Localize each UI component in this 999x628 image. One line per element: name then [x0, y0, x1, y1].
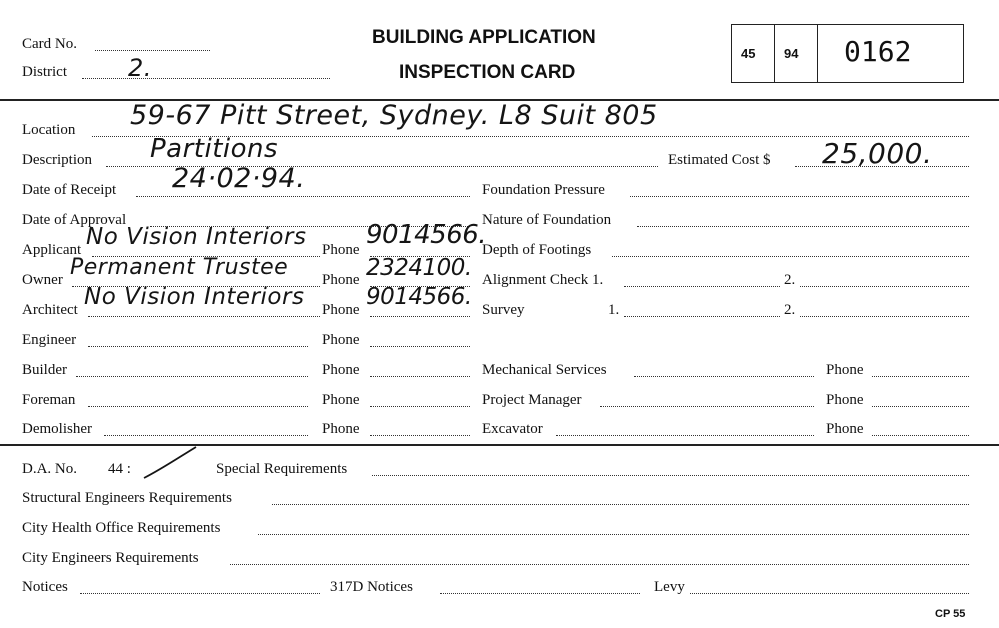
- title-line2: INSPECTION CARD: [399, 62, 576, 83]
- da-no-label: D.A. No.: [22, 461, 77, 477]
- location-value: 59-67 Pitt Street, Sydney. L8 Suit 805: [130, 100, 658, 131]
- alignment-check-line-2: [800, 286, 969, 287]
- foreman-label: Foreman: [22, 392, 76, 408]
- engineer-label: Engineer: [22, 332, 77, 348]
- architect-phone-line: [370, 316, 470, 317]
- owner-value: Permanent Trustee: [70, 255, 289, 280]
- notices-line: [80, 593, 320, 594]
- engineer-phone-line: [370, 346, 470, 347]
- district-label: District: [22, 64, 67, 80]
- levy-line: [690, 593, 969, 594]
- project-manager-phone-line: [872, 406, 969, 407]
- foreman-line: [88, 406, 308, 407]
- card-no-label: Card No.: [22, 36, 77, 52]
- depth-of-footings-line: [612, 256, 969, 257]
- structural-engineers-line: [272, 504, 969, 505]
- city-engineers-line: [230, 564, 969, 565]
- owner-label: Owner: [22, 272, 63, 288]
- applicant-phone-label: Phone: [322, 242, 360, 258]
- builder-line: [76, 376, 308, 377]
- survey-line-2: [800, 316, 969, 317]
- project-manager-phone-label: Phone: [826, 392, 864, 408]
- description-label: Description: [22, 152, 92, 168]
- reference-number-box: [731, 24, 964, 83]
- depth-of-footings-label: Depth of Footings: [482, 242, 592, 258]
- date-of-receipt-label: Date of Receipt: [22, 182, 117, 198]
- builder-phone-label: Phone: [322, 362, 360, 378]
- owner-phone-label: Phone: [322, 272, 360, 288]
- foundation-pressure-line: [630, 196, 969, 197]
- description-value: Partitions: [150, 134, 279, 164]
- foreman-phone-label: Phone: [322, 392, 360, 408]
- applicant-label: Applicant: [22, 242, 82, 258]
- project-manager-line: [600, 406, 814, 407]
- card-no-line: [95, 50, 210, 51]
- location-label: Location: [22, 122, 76, 138]
- levy-label: Levy: [654, 579, 685, 595]
- da-no-handwritten-stroke: [140, 444, 200, 484]
- builder-phone-line: [370, 376, 470, 377]
- excavator-phone-line: [872, 435, 969, 436]
- special-requirements-line: [372, 475, 969, 476]
- applicant-phone-value: 9014566.: [366, 220, 487, 250]
- demolisher-phone-label: Phone: [322, 421, 360, 437]
- nature-of-foundation-line: [637, 226, 969, 227]
- date-of-receipt-line: [136, 196, 470, 197]
- engineer-line: [88, 346, 308, 347]
- project-manager-label: Project Manager: [482, 392, 582, 408]
- architect-label: Architect: [22, 302, 78, 318]
- structural-engineers-label: Structural Engineers Requirements: [22, 490, 232, 506]
- estimated-cost-label: Estimated Cost $: [668, 152, 771, 168]
- form-code: CP 55: [935, 608, 966, 620]
- district-line: [82, 78, 330, 79]
- notices-label: Notices: [22, 579, 68, 595]
- alignment-check-2-label: 2.: [784, 272, 796, 288]
- mechanical-services-label: Mechanical Services: [482, 362, 607, 378]
- mechanical-phone-label: Phone: [826, 362, 864, 378]
- reference-cell-2: 94: [784, 46, 799, 61]
- title-line1: BUILDING APPLICATION: [372, 27, 596, 48]
- mechanical-phone-line: [872, 376, 969, 377]
- notices-317d-line: [440, 593, 640, 594]
- district-value: 2.: [128, 54, 152, 82]
- demolisher-line: [104, 435, 308, 436]
- nature-of-foundation-label: Nature of Foundation: [482, 212, 612, 228]
- engineer-phone-label: Phone: [322, 332, 360, 348]
- excavator-line: [556, 435, 814, 436]
- foreman-phone-line: [370, 406, 470, 407]
- city-engineers-label: City Engineers Requirements: [22, 550, 199, 566]
- survey-line-1: [624, 316, 780, 317]
- architect-line: [88, 316, 320, 317]
- notices-317d-label: 317D Notices: [330, 579, 413, 595]
- estimated-cost-value: 25,000.: [822, 137, 933, 170]
- architect-value: No Vision Interiors: [84, 284, 305, 310]
- survey-2-label: 2.: [784, 302, 796, 318]
- city-health-line: [258, 534, 969, 535]
- applicant-value: No Vision Interiors: [86, 224, 307, 250]
- date-of-approval-label: Date of Approval: [22, 212, 127, 228]
- excavator-label: Excavator: [482, 421, 543, 437]
- alignment-check-label: Alignment Check 1.: [482, 272, 604, 288]
- demolisher-label: Demolisher: [22, 421, 92, 437]
- owner-phone-value: 2324100.: [366, 255, 472, 281]
- special-requirements-label: Special Requirements: [216, 461, 348, 477]
- da-no-value: 44 :: [108, 461, 131, 477]
- survey-1-label: 1.: [608, 302, 620, 318]
- reference-cell-1: 45: [741, 46, 756, 61]
- excavator-phone-label: Phone: [826, 421, 864, 437]
- reference-number: 0162: [844, 35, 912, 68]
- survey-label: Survey: [482, 302, 525, 318]
- date-of-receipt-value: 24·02·94.: [172, 163, 306, 194]
- foundation-pressure-label: Foundation Pressure: [482, 182, 605, 198]
- city-health-label: City Health Office Requirements: [22, 520, 221, 536]
- mechanical-services-line: [634, 376, 814, 377]
- builder-label: Builder: [22, 362, 67, 378]
- alignment-check-line-1: [624, 286, 780, 287]
- architect-phone-label: Phone: [322, 302, 360, 318]
- architect-phone-value: 9014566.: [366, 284, 472, 310]
- demolisher-phone-line: [370, 435, 470, 436]
